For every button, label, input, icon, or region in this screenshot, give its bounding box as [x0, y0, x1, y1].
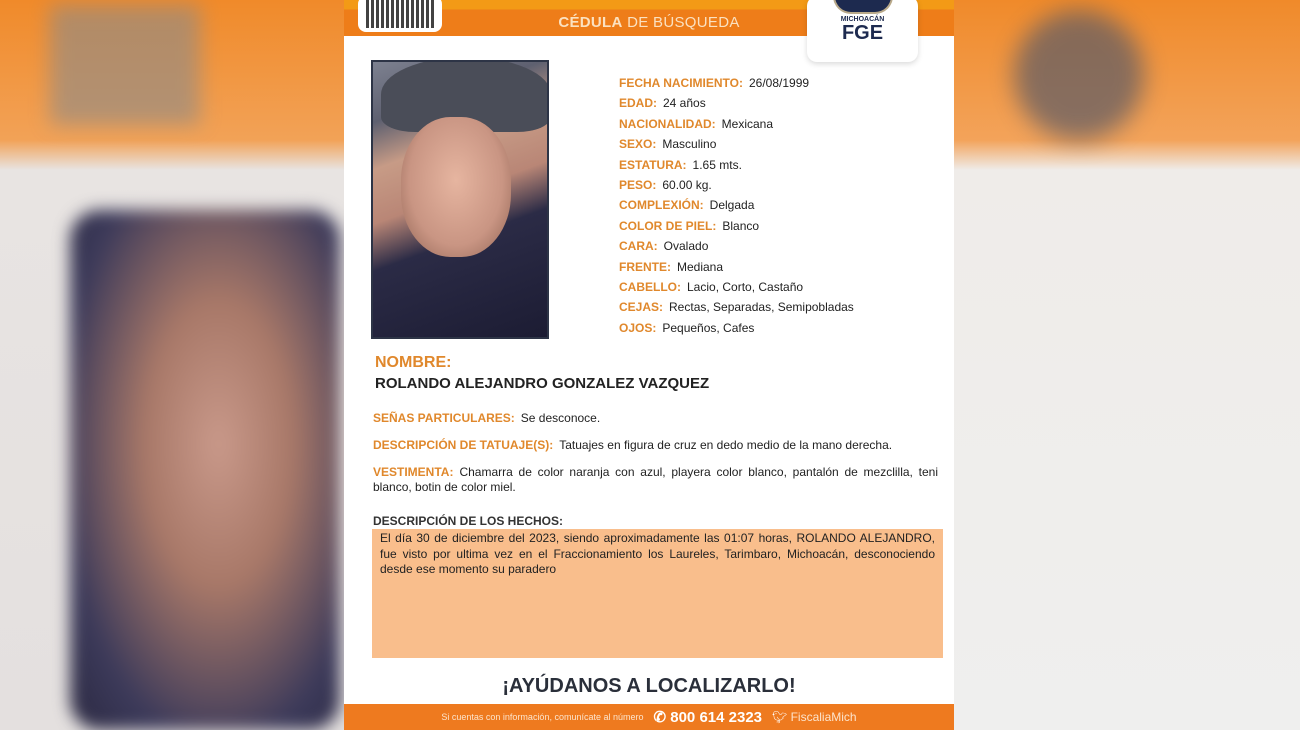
twitter-handle[interactable]: 🐦︎ FiscaliaMich	[772, 710, 857, 724]
detail-value: 1.65 mts.	[692, 157, 742, 172]
phone-icon: ✆	[653, 709, 671, 726]
detail-value: 26/08/1999	[749, 76, 810, 90]
footer-info: Si cuentas con información, comunícate al número	[441, 712, 644, 722]
detail-label: SEXO:	[619, 137, 657, 152]
detail-label: FECHA NACIMIENTO:	[619, 76, 743, 90]
detail-row	[619, 117, 854, 137]
detail-value: Pequeños, Cafes	[662, 320, 755, 335]
footer-bar	[344, 704, 954, 730]
person-name: ROLANDO ALEJANDRO GONZALEZ VAZQUEZ	[375, 375, 710, 392]
detail-label: CEJAS:	[619, 300, 664, 315]
detail-label: FRENTE:	[619, 259, 671, 274]
tatuajes-section: DESCRIPCIÓN DE TATUAJE(S): Tatuajes en figura de cruz en dedo medio de la mano derecha.	[373, 438, 893, 452]
detail-row	[619, 158, 854, 178]
blurred-background-left	[0, 0, 344, 730]
detail-row	[619, 178, 854, 198]
detail-row	[619, 321, 854, 341]
detail-label: COMPLEXIÓN:	[619, 198, 704, 213]
name-label: NOMBRE:	[375, 354, 452, 371]
detail-row	[619, 280, 854, 300]
detail-value: 60.00 kg.	[662, 177, 712, 192]
qr-code[interactable]	[358, 0, 442, 32]
bulletin-title: CÉDULA DE BÚSQUEDA	[558, 14, 740, 31]
detail-row	[619, 219, 854, 239]
blurred-background-right	[954, 0, 1300, 730]
search-bulletin	[344, 0, 954, 730]
detail-value: Delgada	[709, 198, 755, 213]
shield-icon	[833, 0, 893, 14]
detail-value: 24 años	[663, 96, 706, 111]
blurred-logo	[1014, 10, 1144, 140]
details-list	[619, 76, 854, 341]
vestimenta-section: VESTIMENTA: Chamarra de color naranja con azul, playera color blanco, pantalón de mezclilla, teni blanco, botin de color miel.	[373, 465, 938, 494]
blurred-qr	[50, 5, 200, 125]
twitter-icon: 🐦︎	[772, 710, 791, 724]
detail-label: PESO:	[619, 177, 657, 192]
detail-value: Mexicana	[721, 116, 774, 131]
detail-value: Masculino	[662, 137, 717, 152]
detail-value: Ovalado	[663, 239, 709, 254]
hechos-label: DESCRIPCIÓN DE LOS HECHOS:	[373, 514, 564, 528]
detail-label: EDAD:	[619, 96, 657, 111]
hechos-text: El día 30 de diciembre del 2023, siendo aproximadamente las 01:07 horas, ROLANDO ALEJANDRO, fue visto por ultima vez en el Fraccionamiento los Laureles, Tarimbaro, Michoacán, desconociendo desde ese momento su paradero	[372, 529, 943, 658]
detail-row	[619, 260, 854, 280]
call-to-action: ¡AYÚDANOS A LOCALIZARLO!	[502, 675, 796, 697]
detail-label: CABELLO:	[619, 279, 681, 294]
detail-label: COLOR DE PIEL:	[619, 218, 717, 233]
detail-row	[619, 96, 854, 116]
detail-row	[619, 137, 854, 157]
fge-logo: MICHOACÁN FGE	[807, 0, 918, 62]
detail-row	[619, 198, 854, 218]
phone-number[interactable]: ✆ 800 614 2323	[653, 709, 763, 726]
detail-row	[619, 239, 854, 259]
face	[401, 117, 511, 257]
detail-label: NACIONALIDAD:	[619, 116, 716, 131]
senas-section: SEÑAS PARTICULARES: Se desconoce.	[373, 411, 601, 425]
detail-value: Lacio, Corto, Castaño	[687, 279, 804, 294]
detail-label: ESTATURA:	[619, 157, 687, 172]
detail-label: CARA:	[619, 239, 658, 254]
detail-value: Mediana	[677, 259, 724, 274]
qr-code-pattern	[366, 0, 434, 28]
detail-value: Rectas, Separadas, Semipobladas	[669, 300, 854, 315]
blurred-photo	[70, 210, 340, 730]
detail-row	[619, 76, 854, 96]
person-photo	[371, 60, 549, 339]
detail-row	[619, 300, 854, 320]
detail-value: Blanco	[722, 218, 760, 233]
detail-label: OJOS:	[619, 320, 657, 335]
